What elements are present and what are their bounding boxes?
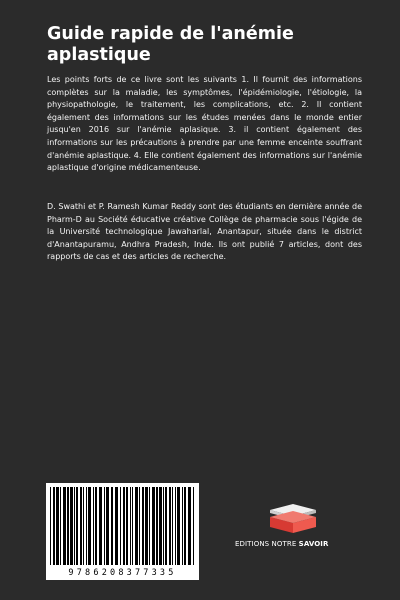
publisher-name: EDITIONS NOTRE SAVOIR — [235, 540, 329, 548]
author-bio: D. Swathi et P. Ramesh Kumar Reddy sont des étudiants en dernière année de Pharm-D au Société éducative créative Collège de pharmacie sous l'égide de la Université technologique Jawaharlal, Anantapur, située dans le district d'Anantapuramu, Andhra Pradesh, Inde. Ils ont publié 7 articles, dont des rapports de cas et des articles de recherche. — [47, 202, 362, 262]
isbn-barcode — [46, 483, 199, 580]
publisher-logo — [258, 500, 328, 542]
isbn-number: 9786208377335 — [68, 568, 177, 578]
book-stack-icon — [258, 500, 328, 538]
book-title: Guide rapide de l'anémie aplastique — [47, 24, 294, 65]
book-description: Les points forts de ce livre sont les suivants 1. Il fournit des informations complètes sur la maladie, les symptômes, l'épidémiologie, l'étiologie, la physiopathologie, le traitement, les complications, etc. 2. Il contient également des informations sur les études menées dans le monde entier jusqu'en 2016 sur l'anémie aplasique. 3. il contient également des informations sur les précautions à prendre par une femme enceinte souffrant d'anémie aplastique. 4. Elle contient également des informations sur l'anémie aplastique d'origine médicamenteuse. — [47, 75, 362, 173]
barcode-bars — [46, 483, 199, 568]
